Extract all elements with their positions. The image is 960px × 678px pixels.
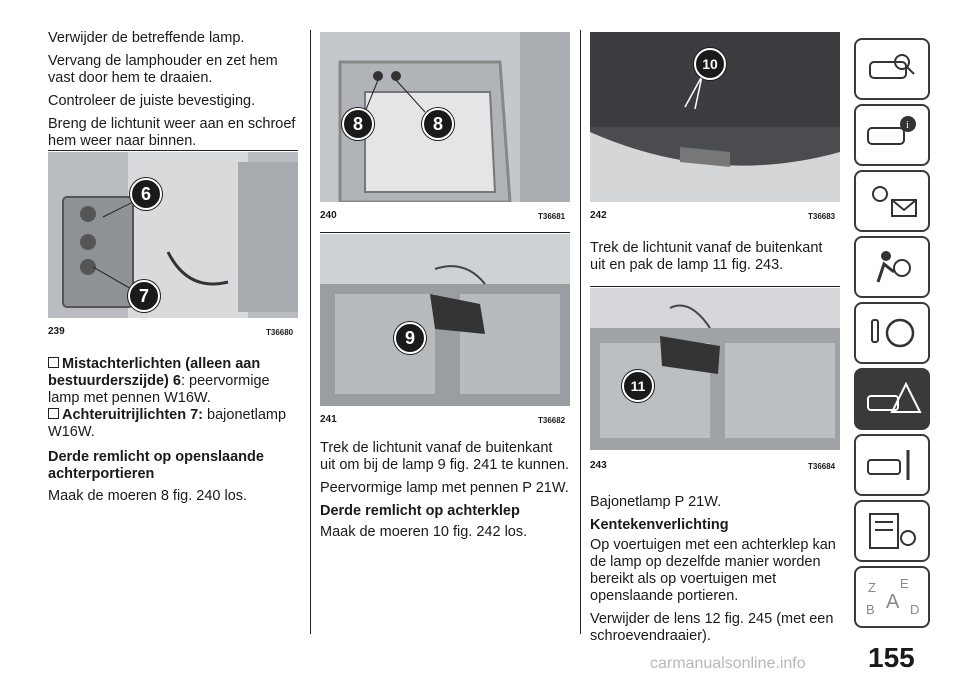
paragraph: Maak de moeren 8 fig. 240 los.: [48, 488, 248, 504]
sidebar-tab-airbag[interactable]: [854, 236, 930, 298]
figure-frame: [320, 232, 570, 233]
paragraph: Verwijder de betreffende lamp.: [48, 30, 245, 46]
paragraph: Breng de lichtunit weer aan en schroef hem weer naar binnen.: [48, 116, 296, 149]
car-search-icon: [856, 40, 928, 98]
figure-241-image: [320, 234, 570, 406]
section-heading: Derde remlicht op achterklep: [320, 503, 520, 519]
brake-light-photo: [320, 234, 570, 406]
key-steering-icon: [856, 304, 928, 362]
figure-240-image: [320, 32, 570, 202]
figure-243-image: [590, 288, 840, 450]
figure-number: 242: [590, 210, 607, 221]
bullet-item: Mistachterlichten (alleen aan bestuurderszijde) 6: peervormige lamp met pennen W16W.: [48, 356, 270, 406]
checkbox-bullet-icon: [48, 357, 59, 368]
callout-7: 7: [128, 280, 160, 312]
callout-6: 6: [130, 178, 162, 210]
paragraph: Vervang de lamphouder en zet hem vast door hem te draaien.: [48, 53, 278, 86]
column-1-bottom: [48, 356, 300, 505]
figure-code: T36683: [808, 212, 836, 221]
rear-light-photo: [48, 152, 298, 318]
sidebar-tab-alphabet-index[interactable]: [854, 566, 930, 628]
figure-code: T36681: [538, 212, 566, 221]
svg-text:Z: Z: [868, 580, 876, 595]
warning-car-icon: [856, 370, 928, 428]
callout-11: 11: [622, 370, 654, 402]
alphabet-index-icon: [856, 568, 928, 626]
figure-frame: [48, 150, 298, 151]
column-3-text: [590, 494, 840, 645]
column-3-text-top: [590, 240, 840, 274]
column-1: [48, 30, 300, 150]
svg-text:D: D: [910, 602, 920, 617]
sidebar-tab-car-tools[interactable]: [854, 434, 930, 496]
figure-code: T36682: [538, 416, 566, 425]
figure-frame: [590, 286, 840, 287]
checkbox-bullet-icon: [48, 408, 59, 419]
figure-number: 241: [320, 414, 337, 425]
svg-text:B: B: [866, 602, 875, 617]
settings-list-icon: [856, 502, 928, 560]
paragraph: Verwijder de lens 12 fig. 245 (met een schroevendraaier).: [590, 611, 834, 644]
svg-text:i: i: [906, 120, 909, 131]
watermark: carmanualsonline.info: [650, 655, 806, 672]
sidebar-tab-settings-list[interactable]: [854, 500, 930, 562]
figure-number: 240: [320, 210, 337, 221]
figure-242-image: [590, 32, 840, 202]
paragraph: Trek de lichtunit vanaf de buitenkant uit en pak de lamp 11 fig. 243.: [590, 240, 823, 273]
airbag-icon: [856, 238, 928, 296]
paragraph: Peervormige lamp met pennen P 21W.: [320, 480, 569, 496]
sidebar-tab-key-steering[interactable]: [854, 302, 930, 364]
section-heading: Derde remlicht op openslaande achterportieren: [48, 449, 264, 482]
callout-8: 8: [342, 108, 374, 140]
column-divider: [580, 30, 581, 634]
sidebar-tab-car-search[interactable]: [854, 38, 930, 100]
callout-10: 10: [694, 48, 726, 80]
callout-8: 8: [422, 108, 454, 140]
callout-9: 9: [394, 322, 426, 354]
sidebar-tab-warning-car[interactable]: [854, 368, 930, 430]
column-divider: [310, 30, 311, 634]
figure-code: T36680: [266, 328, 294, 337]
sidebar-tab-car-info[interactable]: [854, 104, 930, 166]
paragraph: Bajonetlamp P 21W.: [590, 494, 722, 510]
svg-text:A: A: [886, 591, 900, 613]
light-unit-photo: [590, 288, 840, 450]
paragraph: Controleer de juiste bevestiging.: [48, 93, 256, 109]
figure-239-image: [48, 152, 298, 318]
paragraph: Op voertuigen met een achterklep kan de lamp op dezelfde manier worden bereikt als op voertuigen met openslaande portieren.: [590, 537, 836, 604]
lights-mail-icon: [856, 172, 928, 230]
sidebar-tab-lights-mail[interactable]: [854, 170, 930, 232]
car-tools-icon: [856, 436, 928, 494]
figure-number: 239: [48, 326, 65, 337]
car-info-icon: [856, 106, 928, 164]
paragraph: Maak de moeren 10 fig. 242 los.: [320, 524, 528, 540]
svg-text:E: E: [900, 576, 909, 591]
section-heading: Kentekenverlichting: [590, 517, 729, 533]
page-number: 155: [868, 642, 915, 673]
figure-code: T36684: [808, 462, 836, 471]
bullet-item: Achteruitrijlichten 7: bajonetlamp W16W.: [48, 407, 287, 440]
paragraph: Trek de lichtunit vanaf de buitenkant uit om bij de lamp 9 fig. 241 te kunnen.: [320, 440, 570, 473]
figure-number: 243: [590, 460, 607, 471]
column-2-text: [320, 440, 570, 541]
